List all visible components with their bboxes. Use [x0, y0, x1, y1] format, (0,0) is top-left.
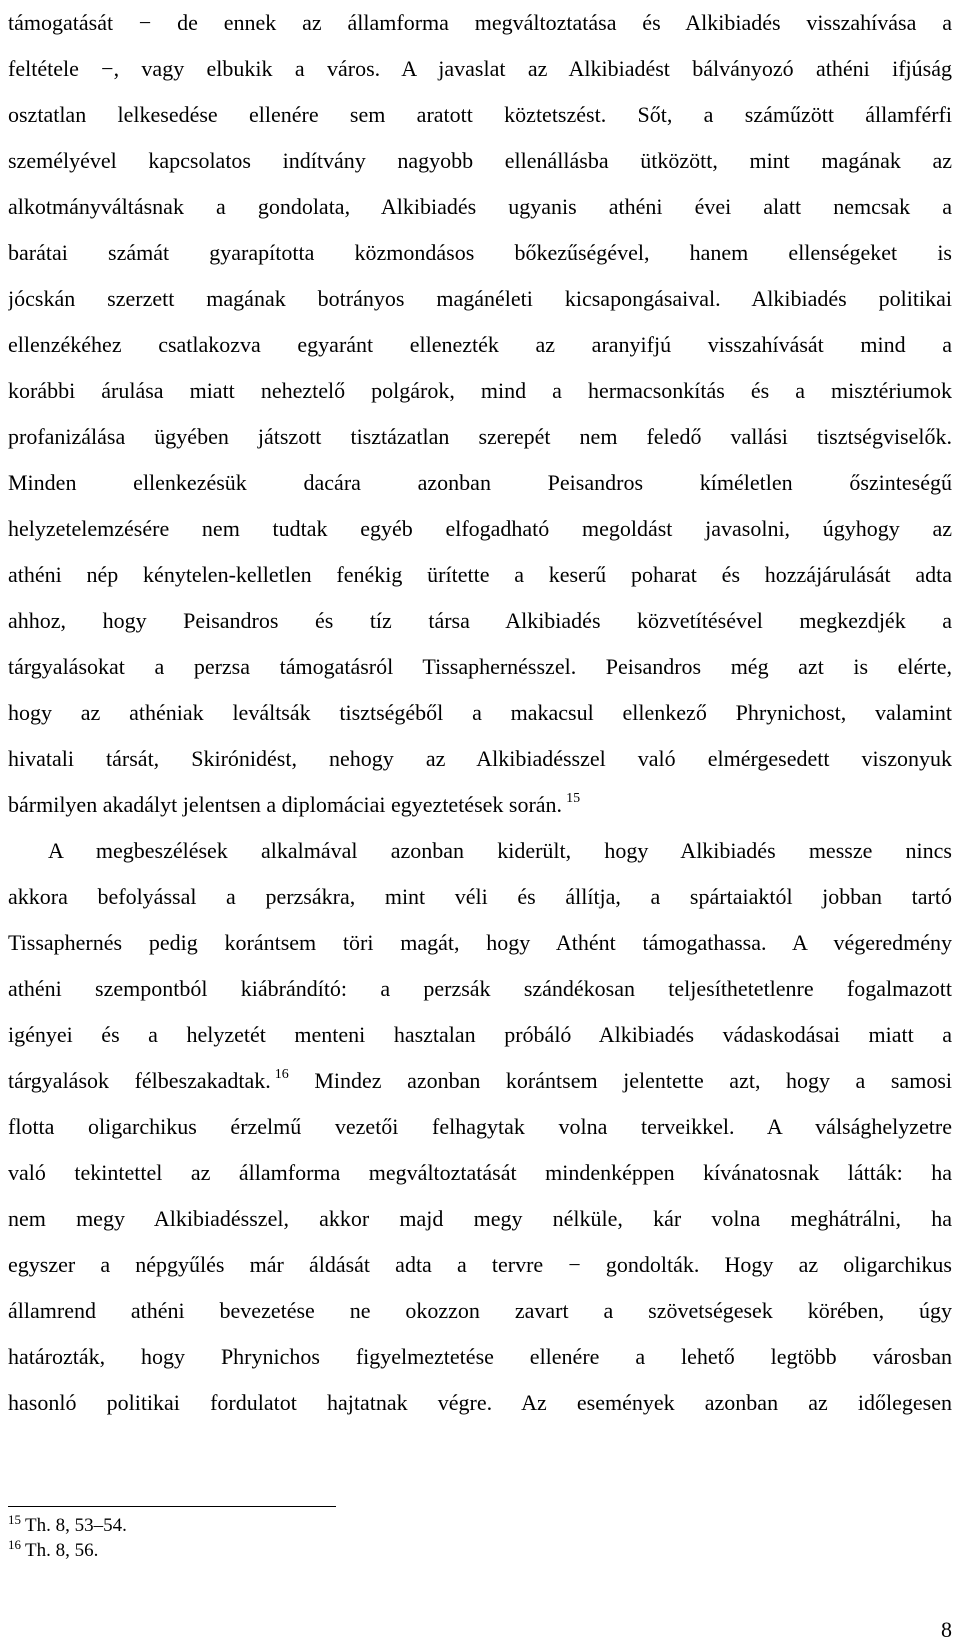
body-text [8, 0, 952, 1426]
text-line: athéni szempontból kiábrándító: a perzsák szándékosan teljesíthetetlenre fogalmazott [8, 976, 952, 1001]
paragraph-2 [8, 828, 952, 1426]
text-line: osztatlan lelkesedése ellenére sem aratott köztetszést. Sőt, a száműzött államférfi [8, 102, 952, 127]
text-line: hogy az athéniak leváltsák tisztségéből a makacsul ellenkező Phrynichost, valamint [8, 700, 952, 725]
footnote-separator [8, 1506, 336, 1507]
text-line: személyével kapcsolatos indítvány nagyobb ellenállásba ütközött, mint magának az [8, 148, 952, 173]
text-line: támogatását − de ennek az államforma megváltoztatása és Alkibiadés visszahívása a [8, 10, 952, 35]
text-line: ahhoz, hogy Peisandros és tíz társa Alkibiadés közvetítésével megkezdjék a [8, 608, 952, 633]
text-line: profanizálása ügyében játszott tisztázatlan szerepét nem feledő vallási tisztségviselők. [8, 424, 952, 449]
page-number: 8 [941, 1617, 952, 1642]
text-line: helyzetelemzésére nem tudtak egyéb elfogadható megoldást javasolni, úgyhogy az [8, 516, 952, 541]
text-line: Tissaphernés pedig korántsem töri magát, hogy Athént támogathassa. A végeredmény [8, 930, 952, 955]
footnotes [8, 1513, 608, 1563]
text-line: flotta oligarchikus érzelmű vezetői felhagytak volna terveikkel. A válsághelyzetre [8, 1114, 952, 1139]
footnote-reference[interactable]: 16 [274, 1067, 289, 1082]
text-line: hivatali társát, Skirónidést, nehogy az Alkibiadésszel való elmérgesedett viszonyuk [8, 746, 952, 771]
footnote-text: Th. 8, 53–54. [25, 1515, 127, 1536]
text-line: igényei és a helyzetét menteni hasztalan próbáló Alkibiadés vádaskodásai miatt a [8, 1022, 952, 1047]
text-line: feltétele −, vagy elbukik a város. A javaslat az Alkibiadést bálványozó athéni ifjúság [8, 56, 952, 81]
text-line: hasonló politikai fordulatot hajtatnak végre. Az események azonban az időlegesen [8, 1390, 952, 1415]
text-line: athéni nép kénytelen-kelletlen fenékig ürítette a keserű poharat és hozzájárulását adta [8, 562, 952, 587]
text-line: A megbeszélések alkalmával azonban kiderült, hogy Alkibiadés messze nincs [48, 838, 952, 863]
text-line: való tekintettel az államforma megváltoztatását mindenképpen kívánatosnak látták: ha [8, 1160, 952, 1185]
text-line: határozták, hogy Phrynichos figyelmeztetése ellenére a lehető legtöbb városban [8, 1344, 952, 1369]
footnote-reference[interactable]: 15 [566, 791, 581, 806]
document-page [8, 0, 952, 1647]
footnote-15 [8, 1513, 608, 1538]
text-line [8, 782, 952, 828]
text-line: egyszer a népgyűlés már áldását adta a tervre − gondolták. Hogy az oligarchikus [8, 1252, 952, 1277]
text-line: Minden ellenkezésük dacára azonban Peisandros kíméletlen őszinteségű [8, 470, 952, 495]
footnote-16 [8, 1538, 608, 1563]
text-line: akkora befolyással a perzsákra, mint véli és állítja, a spártaiaktól jobban tartó [8, 884, 952, 909]
footnote-number: 16 [8, 1537, 21, 1552]
text-line-continuation: Mindez azonban korántsem jelentette azt, hogy a samosi [288, 1068, 952, 1093]
footnote-number: 15 [8, 1512, 21, 1527]
text-line: államrend athéni bevezetése ne okozzon zavart a szövetségesek körében, úgy [8, 1298, 952, 1323]
paragraph-1 [8, 0, 952, 828]
text-line: ellenzékéhez csatlakozva egyaránt ellenezték az aranyifjú visszahívását mind a [8, 332, 952, 357]
text-line-content: tárgyalások félbeszakadtak. [8, 1068, 271, 1093]
text-line: jócskán szerzett magának botrányos magánéleti kicsapongásaival. Alkibiadés politikai [8, 286, 952, 311]
text-line: barátai számát gyarapította közmondásos bőkezűségével, hanem ellenségeket is [8, 240, 952, 265]
text-line: korábbi árulása miatt neheztelő polgárok, mind a hermacsonkítás és a misztériumok [8, 378, 952, 403]
text-line-content: bármilyen akadályt jelentsen a diplomáciai egyeztetések során. [8, 792, 563, 817]
text-line: tárgyalásokat a perzsa támogatásról Tissaphernésszel. Peisandros még azt is elérte, [8, 654, 952, 679]
text-line [8, 1058, 952, 1104]
footnote-text: Th. 8, 56. [25, 1540, 99, 1561]
text-line: nem megy Alkibiadésszel, akkor majd megy nélküle, kár volna meghátrálni, ha [8, 1206, 952, 1231]
text-line: alkotmányváltásnak a gondolata, Alkibiadés ugyanis athéni évei alatt nemcsak a [8, 194, 952, 219]
